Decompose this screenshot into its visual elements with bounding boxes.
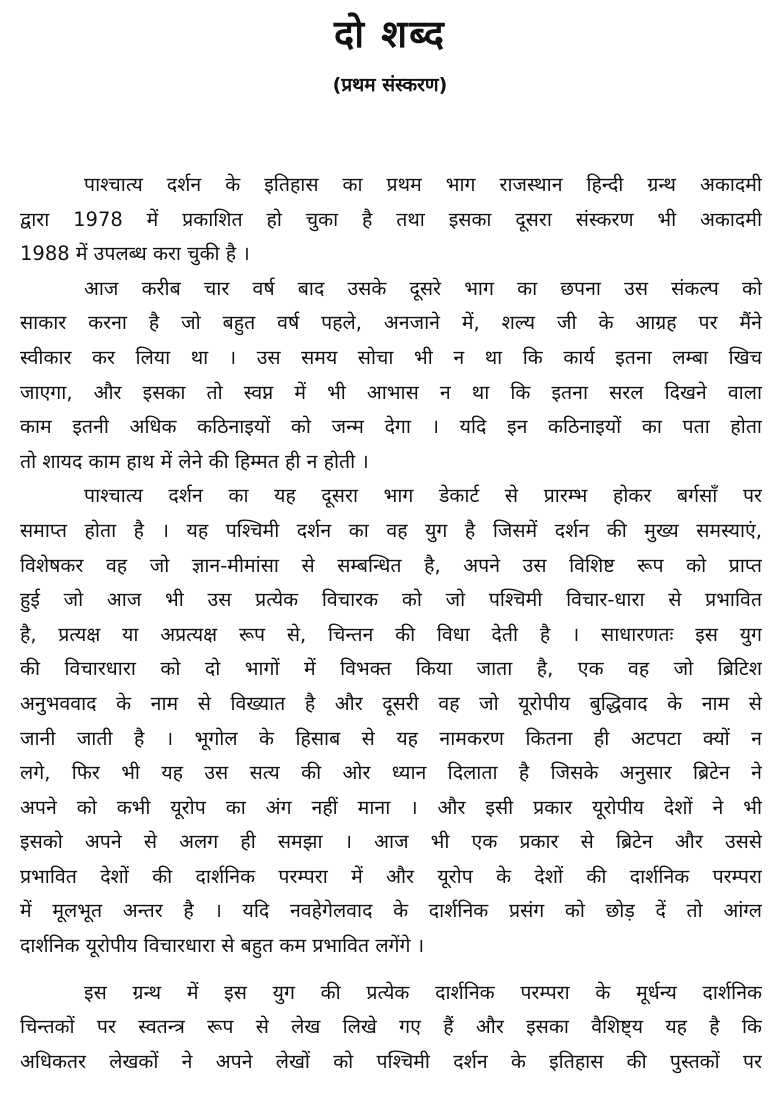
paragraph-gap	[20, 964, 762, 976]
text-line: पाश्चात्य दर्शन का यह दूसरा भाग डेकार्ट से प्रारम्भ होकर बर्गसाँ पर	[84, 484, 762, 508]
page-title: दो शब्द	[334, 12, 446, 56]
text-line: हुई जो आज भी उस प्रत्येक विचारक को जो पश्चिमी विचार-धारा से प्रभावित	[20, 588, 762, 612]
text-line: लगे, फिर भी यह उस सत्य की ओर ध्यान दिलाता है जिसके अनुसार ब्रिटेन ने	[20, 761, 762, 785]
edition-subtitle: (प्रथम संस्करण)	[332, 74, 448, 96]
text-line: दार्शनिक यूरोपीय विचारधारा से बहुत कम प्रभावित लगेंगे ।	[20, 934, 425, 958]
text-line: इस ग्रन्थ में इस युग की प्रत्येक दार्शनिक परम्परा के मूर्धन्य दार्शनिक	[84, 980, 762, 1004]
text-line: चिन्तकों पर स्वतन्त्र रूप से लेख लिखे गए हैं और इसका वैशिष्ट्य यह है कि	[20, 1015, 762, 1039]
text-line: स्वीकार कर लिया था । उस समय सोचा भी न था कि कार्य इतना लम्बा खिच	[20, 345, 762, 369]
text-line: द्वारा 1978 में प्रकाशित हो चुका है तथा इसका दूसरा संस्करण भी अकादमी	[20, 207, 762, 231]
text-line: पाश्चात्य दर्शन के इतिहास का प्रथम भाग राजस्थान हिन्दी ग्रन्थ अकादमी	[84, 173, 762, 196]
text-line: अपने को कभी यूरोप का अंग नहीं माना । और इसी प्रकार यूरोपीय देशों ने भी	[20, 795, 762, 819]
text-line: जानी जाती है । भूगोल के हिसाब से यह नामकरण कितना ही अटपटा क्यों न	[20, 726, 762, 750]
text-line: अधिकतर लेखकों ने अपने लेखों को पश्चिमी दर्शन के इतिहास की पुस्तकों पर	[20, 1049, 762, 1073]
text-line: अनुभववाद के नाम से विख्यात है और दूसरी वह जो यूरोपीय बुद्धिवाद के नाम से	[20, 691, 762, 715]
text-line: 1988 में उपलब्ध करा चुकी है ।	[20, 242, 250, 266]
text-line: काम इतनी अधिक कठिनाइयों को जन्म देगा । यदि इन कठिनाइयों का पता होता	[20, 415, 762, 439]
text-line: की विचारधारा को दो भागों में विभक्त किया जाता है, एक वह जो ब्रिटिश	[20, 657, 762, 681]
text-line: प्रभावित देशों की दार्शनिक परम्परा में और यूरोप के देशों की दार्शनिक परम्परा	[20, 864, 762, 888]
text-line: है, प्रत्यक्ष या अप्रत्यक्ष रूप से, चिन्तन की विधा देती है । साधारणतः इस युग	[20, 622, 762, 646]
text-line: इसको अपने से अलग ही समझा । आज भी एक प्रकार से ब्रिटेन और उससे	[20, 830, 762, 854]
text-line: विशेषकर वह जो ज्ञान-मीमांसा से सम्बन्धित है, अपने उस विशिष्ट रूप को प्राप्त	[20, 553, 762, 577]
text-line: तो शायद काम हाथ में लेने की हिम्मत ही न होती ।	[20, 449, 369, 473]
body-text	[20, 168, 762, 1079]
text-line: जाएगा, और इसका तो स्वप्न में भी आभास न था कि इतना सरल दिखने वाला	[20, 380, 762, 404]
text-line: साकार करना है जो बहुत वर्ष पहले, अनजाने में, शल्य जी के आग्रह पर मैंने	[20, 311, 762, 335]
text-line: में मूलभूत अन्तर है । यदि नवहेगेलवाद के दार्शनिक प्रसंग को छोड़ दें तो आंग्ल	[20, 899, 762, 923]
text-line: समाप्त होता है । यह पश्चिमी दर्शन का वह युग है जिसमें दर्शन की मुख्य समस्याएं,	[20, 518, 762, 542]
text-line: आज करीब चार वर्ष बाद उसके दूसरे भाग का छपना उस संकल्प को	[84, 276, 762, 300]
